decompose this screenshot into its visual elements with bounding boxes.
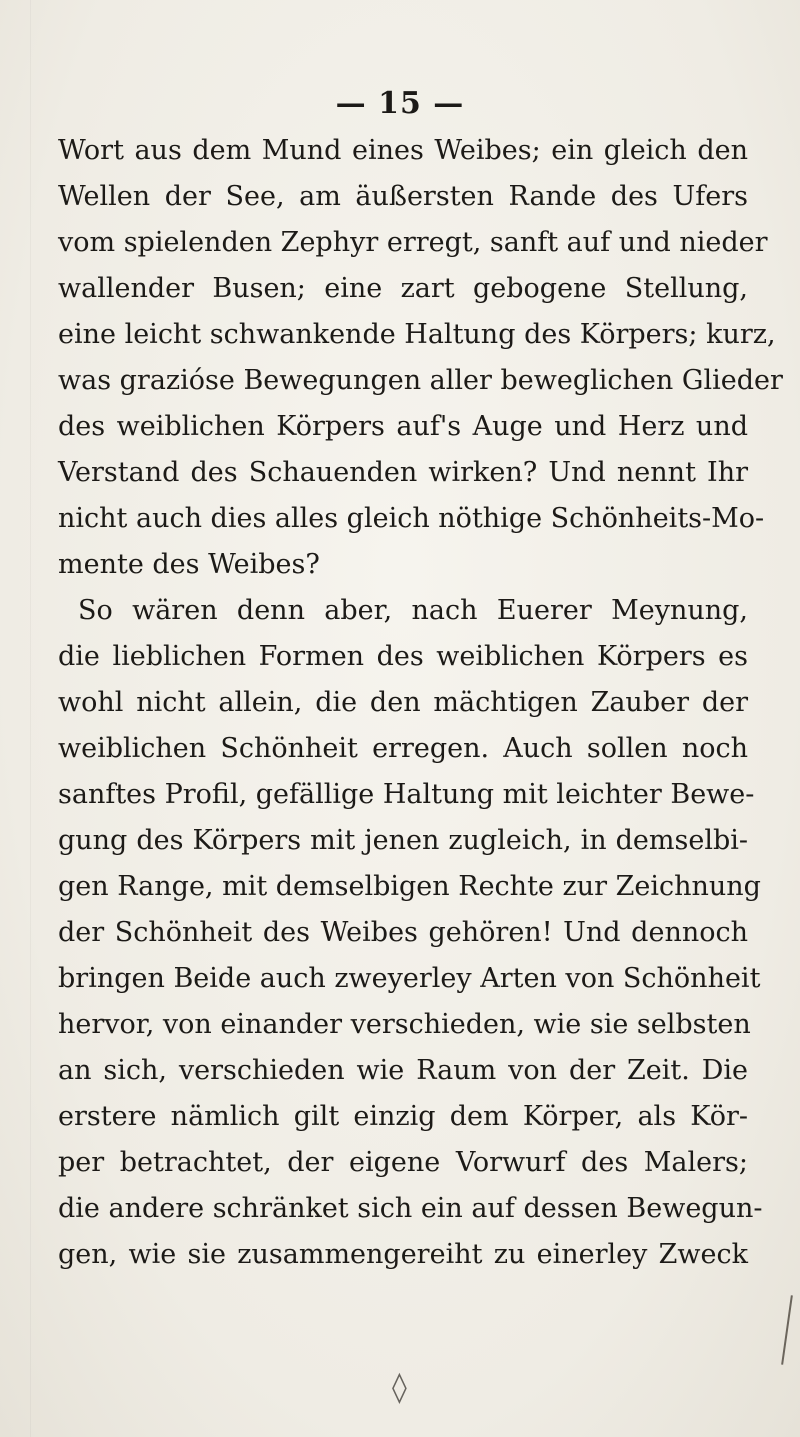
text-line: die andere schränket sich ein auf dessen Bewegun- [58,1193,763,1224]
body-text [58,128,783,1278]
text-line: hervor, von einander verschieden, wie sie selbsten [58,1009,751,1040]
text-line: So wären denn aber, nach Euerer Meynung, [78,595,748,626]
text-line: Wellen der See, am äußersten Rande des Ufers [58,181,748,212]
text-line: nicht auch dies alles gleich nöthige Schönheits-Mo- [58,503,765,534]
ink-blot-icon: ◊ [392,1370,407,1405]
text-line: die lieblichen Formen des weiblichen Körpers es [58,641,748,672]
text-line: Verstand des Schauenden wirken? Und nennt Ihr [58,457,748,488]
text-line: des weiblichen Körpers auf's Auge und Herz und [58,411,748,442]
text-line: wallender Busen; eine zart gebogene Stellung, [58,273,748,304]
text-line: an sich, verschieden wie Raum von der Zeit. Die [58,1055,748,1086]
text-line: per betrachtet, der eigene Vorwurf des Malers; [58,1147,748,1178]
text-line: gen, wie sie zusammengereiht zu einerley Zweck [58,1239,748,1270]
text-line: der Schönheit des Weibes gehören! Und dennoch [58,917,748,948]
text-line: mente des Weibes? [58,549,320,580]
margin-stroke [781,1295,793,1365]
page-shadow [30,0,31,1437]
text-line: Wort aus dem Mund eines Weibes; ein gleich den [58,135,748,166]
text-line: gung des Körpers mit jenen zugleich, in demselbi- [58,825,748,856]
text-line: eine leicht schwankende Haltung des Körpers; kurz, [58,319,776,350]
page-number: — 15 — [335,86,465,121]
text-line: weiblichen Schönheit erregen. Auch sollen noch [58,733,748,764]
text-line: wohl nicht allein, die den mächtigen Zauber der [58,687,748,718]
text-line: gen Range, mit demselbigen Rechte zur Zeichnung [58,871,761,902]
text-line: was grazióse Bewegungen aller beweglichen Glieder [58,365,783,396]
text-line: bringen Beide auch zweyerley Arten von Schönheit [58,963,761,994]
text-line: erstere nämlich gilt einzig dem Körper, als Kör- [58,1101,748,1132]
text-line: sanftes Profil, gefällige Haltung mit leichter Bewe- [58,779,755,810]
text-line: vom spielenden Zephyr erregt, sanft auf und nieder [58,227,768,258]
